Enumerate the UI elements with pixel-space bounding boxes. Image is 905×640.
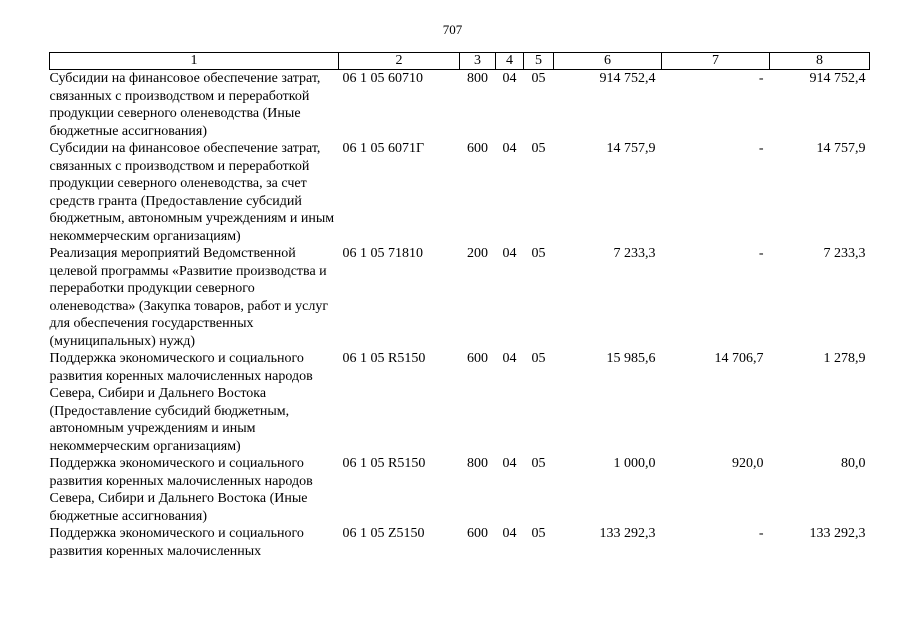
row-total-amount: 14 757,9 [606,141,656,156]
row-federal-amount: 14 706,7 [714,351,764,366]
row-expense-type: 800 [467,71,488,86]
row-federal-amount: - [758,246,764,261]
budget-table [49,52,870,560]
row-federal-amount: - [758,526,764,541]
column-header-4: 4 [496,53,524,70]
table-row [50,245,870,350]
row-regional-amount: 1 278,9 [823,351,866,366]
column-header-3: 3 [460,53,496,70]
table-header-row [50,53,870,70]
row-code: 06 1 05 Z5150 [342,526,425,541]
column-header-5: 5 [524,53,554,70]
row-regional-amount: 914 752,4 [809,71,866,86]
row-total-amount: 15 985,6 [606,351,656,366]
row-section: 04 [502,246,517,261]
row-section: 04 [502,526,517,541]
row-description: Реализация мероприятий Ведомственной целевой программы «Развитие производства и переработки продукции северного оленеводства» (Закупка товаров, работ и услуг для обеспечения государственных (муниципальных) нужд) [49,246,329,349]
column-header-6: 6 [554,53,662,70]
row-expense-type: 600 [467,141,488,156]
column-header-7: 7 [662,53,770,70]
row-total-amount: 133 292,3 [599,526,656,541]
row-description: Субсидии на финансовое обеспечение затрат, связанных с производством и переработкой продукции северного оленеводства, за счет средств гранта (Предоставление субсидий бюджетным, автономным учреждениям и иным некоммерческим организациям) [49,141,335,244]
row-code: 06 1 05 60710 [342,71,423,86]
column-header-8: 8 [770,53,870,70]
row-expense-type: 600 [467,526,488,541]
row-total-amount: 7 233,3 [613,246,656,261]
row-expense-type: 200 [467,246,488,261]
row-regional-amount: 80,0 [841,456,866,471]
row-regional-amount: 14 757,9 [816,141,866,156]
row-total-amount: 914 752,4 [599,71,656,86]
row-section: 04 [502,71,517,86]
row-subsection: 05 [531,526,546,541]
row-federal-amount: - [758,141,764,156]
row-description: Субсидии на финансовое обеспечение затрат, связанных с производством и переработкой продукции северного оленеводства (Иные бюджетные ассигнования) [49,71,321,139]
page-number: 707 [442,22,463,37]
row-expense-type: 600 [467,351,488,366]
row-description: Поддержка экономического и социального развития коренных малочисленных народов Севера, Сибири и Дальнего Востока (Предоставление субсидий бюджетным, автономным учреждениям и иным некоммерческим организациям) [49,351,313,454]
row-subsection: 05 [531,246,546,261]
table-row [50,455,870,525]
row-section: 04 [502,351,517,366]
column-header-1: 1 [50,53,339,70]
budget-table-container [49,52,869,560]
table-row [50,525,870,560]
row-code: 06 1 05 71810 [342,246,423,261]
table-row [50,70,870,141]
row-section: 04 [502,141,517,156]
row-code: 06 1 05 6071Г [342,141,425,156]
row-code: 06 1 05 R5150 [342,351,426,366]
row-subsection: 05 [531,351,546,366]
row-subsection: 05 [531,456,546,471]
table-row [50,140,870,245]
row-regional-amount: 7 233,3 [823,246,866,261]
row-subsection: 05 [531,141,546,156]
row-total-amount: 1 000,0 [613,456,656,471]
row-federal-amount: - [758,71,764,86]
row-expense-type: 800 [467,456,488,471]
column-header-2: 2 [339,53,460,70]
table-row [50,350,870,455]
row-code: 06 1 05 R5150 [342,456,426,471]
row-federal-amount: 920,0 [732,456,764,471]
row-description: Поддержка экономического и социального развития коренных малочисленных [49,526,304,559]
row-description: Поддержка экономического и социального развития коренных малочисленных народов Севера, Сибири и Дальнего Востока (Иные бюджетные ассигнования) [49,456,313,524]
row-subsection: 05 [531,71,546,86]
row-regional-amount: 133 292,3 [809,526,866,541]
row-section: 04 [502,456,517,471]
